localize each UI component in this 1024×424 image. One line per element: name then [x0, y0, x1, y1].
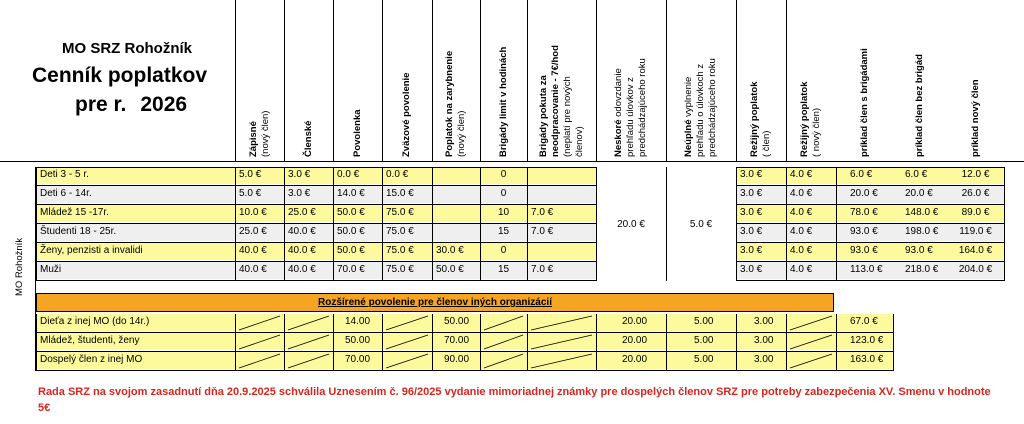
- column-rule: [786, 167, 787, 281]
- ext-column-rule: [382, 314, 383, 371]
- cell-pokuta: [527, 243, 596, 259]
- header-bottom-rule: [0, 161, 1024, 162]
- cell-clenske: 25.0 €: [288, 207, 316, 218]
- table-top-rule: [36, 167, 1004, 168]
- cell-example-new-member: 119.0 €: [959, 226, 992, 237]
- ext-column-rule: [666, 314, 667, 371]
- ext-cell-povolenka: 14.00: [345, 316, 371, 327]
- column-rule: [235, 167, 236, 281]
- column-header: [333, 4, 382, 157]
- column-rule: [333, 167, 334, 281]
- ext-column-rule: [836, 314, 837, 371]
- row-label: Deti 6 - 14r.: [40, 188, 92, 199]
- cell-example-with-brigades: 6.0 €: [850, 169, 873, 180]
- cell-zarybnenie: 50.0 €: [436, 264, 464, 275]
- cell-rezijny: 3.0 €: [740, 264, 763, 275]
- ext-column-rule: [527, 314, 528, 371]
- cell-rezijny-novy: 4.0 €: [790, 207, 813, 218]
- cell-zapisne: 5.0 €: [239, 188, 262, 199]
- column-header-text: príklad nový člen: [969, 79, 981, 157]
- ext-cell-neuplne: 5.00: [694, 335, 714, 346]
- board-note: Rada SRZ na svojom zasadnutí dňa 20.9.2025 schválila Uznesením č. 96/2025 vydanie mimoriadnej známky pre dospelých členov SRZ pre potreby zabezpečenia XV. Smenu v hodnote 5€: [38, 386, 991, 414]
- ext-cell-neskore: 20.00: [622, 316, 648, 327]
- ext-cell-neskore: 20.00: [622, 354, 648, 365]
- row-label: Muži: [40, 264, 62, 275]
- year: 2026: [140, 93, 188, 116]
- column-header-text: príklad člen bez brigád: [914, 54, 925, 157]
- cell-zarybnenie: [432, 224, 480, 240]
- column-header: [666, 4, 736, 157]
- column-header: [947, 4, 1004, 157]
- cell-example-with-brigades: 93.0 €: [850, 226, 878, 237]
- cell-zarybnenie: [432, 205, 480, 221]
- column-header-text: Zväzové povolenie: [401, 72, 412, 157]
- ext-row-label: Dieťa z inej MO (do 14r.): [40, 316, 150, 327]
- column-rule: [527, 167, 528, 281]
- ext-cell-povolenka: 50.00: [345, 335, 371, 346]
- cell-pokuta: 7.0 €: [531, 207, 554, 218]
- column-header: [527, 4, 596, 157]
- subtitle-prefix: pre r.: [75, 93, 127, 116]
- cell-povolenka: 50.0 €: [337, 226, 365, 237]
- cell-rezijny: 3.0 €: [740, 207, 763, 218]
- column-rule: [736, 167, 737, 281]
- cell-example-without-brigades: 6.0 €: [905, 169, 928, 180]
- column-header: [786, 4, 836, 157]
- cell-pokuta: 7.0 €: [531, 226, 554, 237]
- cell-rezijny-novy: 4.0 €: [790, 264, 813, 275]
- cell-limit: 10: [497, 207, 510, 218]
- column-header-text: Neúplné vyplnenie prehľadu o úlovkoch z predchádzajúceho roku: [683, 58, 718, 157]
- cell-zvazove: 15.0 €: [386, 188, 414, 199]
- column-header: [836, 4, 893, 157]
- column-rule: [36, 167, 37, 281]
- ext-column-rule: [284, 314, 285, 371]
- cell-zapisne: 40.0 €: [239, 245, 267, 256]
- column-header: [235, 4, 284, 157]
- page-subtitle: [75, 93, 187, 117]
- organization-name: MO SRZ Rohožník: [62, 40, 192, 57]
- cell-zvazove: 75.0 €: [386, 264, 414, 275]
- cell-povolenka: 70.0 €: [337, 264, 365, 275]
- ext-column-rule: [480, 314, 481, 371]
- cell-clenske: 40.0 €: [288, 245, 316, 256]
- cell-zapisne: 40.0 €: [239, 264, 267, 275]
- column-header-text: Režijný poplatok ( člen): [749, 81, 772, 157]
- cell-example-without-brigades: 218.0 €: [905, 264, 939, 275]
- row-label: Deti 3 - 5 r.: [40, 169, 89, 180]
- row-label: Mládež 15 -17r.: [40, 207, 109, 218]
- cell-clenske: 40.0 €: [288, 226, 316, 237]
- merged-incomplete-report: 5.0 €: [666, 167, 736, 281]
- merged-late-submission: 20.0 €: [596, 167, 666, 281]
- extended-permit-title: Rozšírené povolenie pre členov iných organizácií: [318, 297, 552, 308]
- column-rule: [480, 167, 481, 281]
- column-rule: [1004, 167, 1005, 281]
- ext-cell-rezijny: 3.00: [754, 335, 774, 346]
- cell-rezijny-novy: 4.0 €: [790, 245, 813, 256]
- column-header-text: Režijný poplatok ( nový člen): [799, 81, 822, 157]
- ext-cell-example: 123.0 €: [850, 335, 884, 346]
- column-rule: [432, 167, 433, 281]
- column-header: [284, 4, 333, 157]
- ext-cell-neskore: 20.00: [622, 335, 648, 346]
- cell-rezijny: 3.0 €: [740, 226, 763, 237]
- cell-example-without-brigades: 93.0 €: [905, 245, 933, 256]
- cell-example-without-brigades: 148.0 €: [905, 207, 939, 218]
- cell-pokuta: [527, 167, 596, 183]
- cell-zarybnenie: [432, 167, 480, 183]
- cell-example-with-brigades: 78.0 €: [850, 207, 878, 218]
- row-label: Ženy, penzisti a invalidi: [40, 245, 143, 256]
- cell-rezijny: 3.0 €: [740, 169, 763, 180]
- ext-cell-rezijny: 3.00: [754, 316, 774, 327]
- ext-column-rule: [596, 314, 597, 371]
- cell-limit: 0: [500, 188, 507, 199]
- column-rule: [596, 167, 597, 281]
- column-header-text: Zápisné (nový člen): [247, 110, 271, 157]
- cell-example-new-member: 89.0 €: [961, 207, 990, 218]
- cell-example-new-member: 26.0 €: [961, 188, 990, 199]
- column-header-text: Poplatok na zarybnenie (nový člen): [444, 50, 467, 157]
- cell-zvazove: 0.0 €: [386, 169, 409, 180]
- ext-cell-zarybnenie: 70.00: [444, 335, 470, 346]
- column-header: [382, 4, 432, 157]
- cell-limit: 15: [497, 264, 510, 275]
- ext-row-label: Mládež, študenti, ženy: [40, 335, 140, 346]
- ext-cell-neuplne: 5.00: [694, 354, 714, 365]
- side-label: MO Rohožník: [14, 237, 25, 296]
- column-rule: [382, 167, 383, 281]
- cell-example-with-brigades: 113.0 €: [850, 264, 883, 275]
- ext-column-rule: [736, 314, 737, 371]
- cell-rezijny: 3.0 €: [740, 245, 763, 256]
- cell-zvazove: 75.0 €: [386, 226, 414, 237]
- column-header-text: Brigády limit v hodinách: [497, 46, 509, 157]
- cell-zvazove: 75.0 €: [386, 245, 414, 256]
- cell-rezijny-novy: 4.0 €: [790, 169, 813, 180]
- page-title: Cenník poplatkov: [32, 64, 208, 87]
- cell-example-without-brigades: 20.0 €: [905, 188, 933, 199]
- cell-example-new-member: 204.0 €: [958, 264, 993, 275]
- cell-povolenka: 0.0 €: [337, 169, 360, 180]
- column-rule: [836, 167, 837, 281]
- ext-cell-neuplne: 5.00: [694, 316, 714, 327]
- cell-rezijny-novy: 4.0 €: [790, 226, 813, 237]
- column-header-text: Povolenka: [351, 109, 363, 157]
- cell-zarybnenie: [432, 186, 480, 202]
- ext-column-rule: [36, 314, 37, 371]
- ext-column-rule: [235, 314, 236, 371]
- cell-zvazove: 75.0 €: [386, 207, 414, 218]
- ext-cell-povolenka: 70.00: [345, 354, 371, 365]
- column-header: [432, 4, 480, 157]
- ext-cell-example: 67.0 €: [850, 316, 878, 327]
- cell-rezijny: 3.0 €: [740, 188, 763, 199]
- cell-povolenka: 14.0 €: [337, 188, 365, 199]
- ext-column-rule: [786, 314, 787, 371]
- column-header-text: Členské: [302, 120, 314, 157]
- row-rule: [36, 280, 1004, 281]
- cell-zarybnenie: 30.0 €: [436, 245, 464, 256]
- extended-permit-header: [36, 293, 834, 312]
- row-label: Študenti 18 - 25r.: [40, 226, 117, 237]
- column-rule: [666, 167, 667, 281]
- cell-pokuta: [527, 186, 596, 202]
- column-header: [893, 4, 947, 157]
- ext-cell-rezijny: 3.00: [754, 354, 774, 365]
- cell-povolenka: 50.0 €: [337, 245, 365, 256]
- ext-cell-zarybnenie: 90.00: [444, 354, 470, 365]
- column-header: [596, 4, 666, 157]
- ext-row-label: Dospelý člen z inej MO: [40, 354, 143, 365]
- ext-row-rule: [36, 370, 893, 371]
- column-header: [736, 4, 786, 157]
- cell-limit: 0: [500, 245, 507, 256]
- cell-example-new-member: 164.0 €: [958, 245, 993, 256]
- cell-zapisne: 10.0 €: [239, 207, 267, 218]
- cell-example-with-brigades: 93.0 €: [850, 245, 878, 256]
- cell-example-with-brigades: 20.0 €: [850, 188, 878, 199]
- ext-column-rule: [333, 314, 334, 371]
- cell-limit: 15: [497, 226, 510, 237]
- column-header: [480, 4, 527, 157]
- ext-column-rule: [432, 314, 433, 371]
- ext-cell-zarybnenie: 50.00: [444, 316, 470, 327]
- cell-example-new-member: 12.0 €: [961, 169, 990, 180]
- cell-zapisne: 5.0 €: [239, 169, 262, 180]
- ext-cell-example: 163.0 €: [850, 354, 884, 365]
- cell-clenske: 3.0 €: [288, 169, 311, 180]
- column-header-text: Brigády pokuta za neodpracovanie - 7€/hod (neplatí pre nových členov): [537, 45, 585, 157]
- cell-clenske: 3.0 €: [288, 188, 311, 199]
- ext-column-rule: [893, 314, 894, 371]
- cell-example-without-brigades: 198.0 €: [905, 226, 939, 237]
- column-header-text: Neskoré odovzdanie prehľadu úlovkov z predchádzajúceho roku: [613, 58, 648, 157]
- cell-rezijny-novy: 4.0 €: [790, 188, 813, 199]
- column-rule: [284, 167, 285, 281]
- column-header-text: príklad člen s brigádami: [858, 48, 870, 157]
- cell-zapisne: 25.0 €: [239, 226, 267, 237]
- cell-povolenka: 50.0 €: [337, 207, 365, 218]
- cell-pokuta: 7.0 €: [531, 264, 554, 275]
- cell-limit: 0: [500, 169, 507, 180]
- cell-clenske: 40.0 €: [288, 264, 316, 275]
